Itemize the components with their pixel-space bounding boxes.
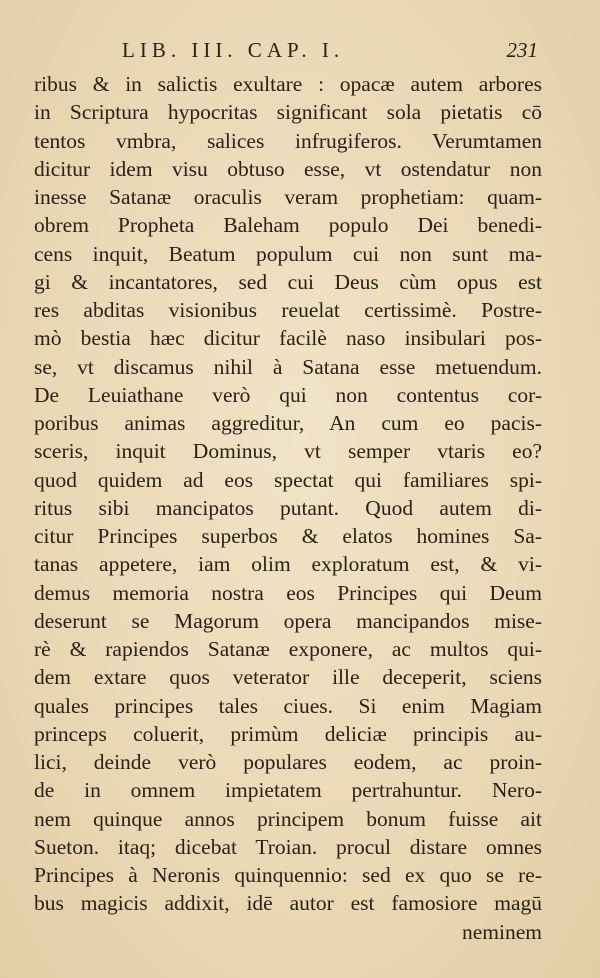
text-line: Principes à Neronis quinquennio: sed ex quo se re- [34,863,542,887]
text-line: se, vt discamus nihil à Satana esse metuendum. [34,354,542,379]
text-line: quales principes tales ciues. Si enim Magiam [34,693,542,718]
text-line: De Leuiathane verò qui non contentus cor- [34,382,542,407]
running-head [0,38,600,68]
text-line: princeps coluerit, primùm deliciæ principis au- [34,721,542,746]
text-line: de in omnem impietatem pertrahuntur. Nero- [34,778,542,803]
text-line: quod quidem ad eos spectat qui familiares spi- [34,467,542,492]
text-line: sceris, inquit Dominus, vt semper vtaris eo? [34,439,542,464]
text-line: inesse Satanæ oraculis veram prophetiam: quam- [34,185,542,209]
text-line: deserunt se Magorum opera mancipandos mise- [34,608,542,633]
text-line: citur Principes superbos & elatos homines Sa- [34,524,542,548]
text-line: tanas appetere, iam olim exploratum est, & vi- [34,552,542,577]
catchword: neminem [461,919,542,944]
text-line: in Scriptura hypocritas significant sola pietatis cō [34,100,542,125]
text-line: ritus sibi mancipatos putant. Quod autem di- [34,495,542,520]
text-line: dicitur idem visu obtuso esse, vt ostendatur non [34,156,542,181]
text-line: nem quinque annos principem bonum fuisse ait [34,806,542,831]
text-line: mò bestia hæc dicitur facilè naso insibulari pos- [34,326,542,351]
text-line: lici, deinde verò populares eodem, ac proin- [34,750,542,774]
running-head-title: LIB. III. CAP. I. [122,38,345,62]
text-line: dem extare quos veterator ille deceperit, sciens [34,665,542,690]
text-line: obrem Propheta Baleham populo Dei benedi- [34,213,542,238]
text-line: Sueton. itaq; dicebat Troian. procul distare omnes [34,834,542,859]
text-line: demus memoria nostra eos Principes qui Deum [34,580,542,605]
text-line: bus magicis addixit, idē autor est famosiore magū [34,891,542,916]
text-line: tentos vmbra, salices infrugiferos. Verumtamen [34,128,542,153]
page-number: 231 [506,38,538,62]
text-line: gi & incantatores, sed cui Deus cùm opus est [34,269,542,294]
body-text [34,70,542,946]
text-line: rè & rapiendos Satanæ exponere, ac multos qui- [34,637,542,661]
text-line: cens inquit, Beatum populum cui non sunt ma- [34,241,542,266]
text-line: ribus & in salictis exultare : opacæ autem arbores [34,72,542,96]
text-line: res abditas visionibus reuelat certissimè. Postre- [34,298,542,322]
text-line: poribus animas aggreditur, An cum eo pacis- [34,411,542,435]
